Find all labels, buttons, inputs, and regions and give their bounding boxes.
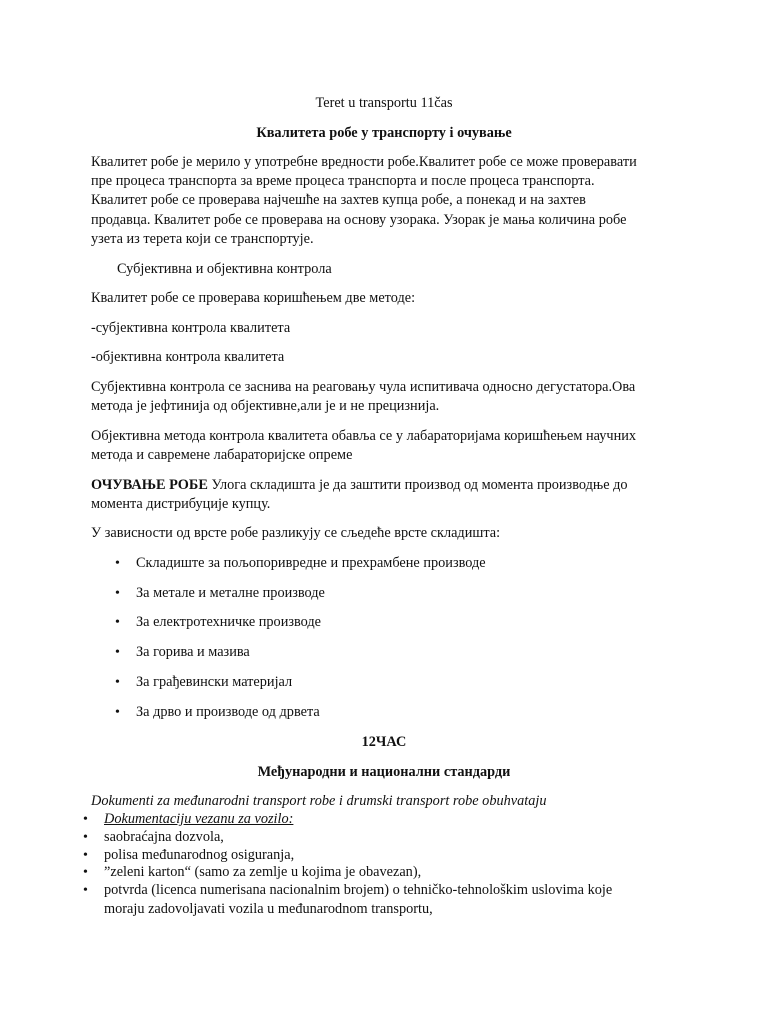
list-item-continuation: moraju zadovoljavati vozila u međunarodnom transportu, — [104, 901, 433, 917]
list-item-text: За метале и металне производе — [136, 585, 325, 601]
text-line: продавца. Квалитет робе се проверава на основу узорака. Узорак је мања количина робе — [91, 212, 627, 228]
documents-intro: Dokumenti za međunarodni transport robe i drumski transport robe obuhvataju — [91, 793, 547, 809]
text-line: метода је јефтинија од објективне,али је и не прецизнија. — [91, 398, 440, 414]
lesson-11-label: Teret u transportu 11čas — [315, 95, 453, 111]
text-line: Квалитет робе се проверава најчешће на захтев купца робе, а понекад и на захтев — [91, 192, 586, 208]
text-line: Субјективна контрола се заснива на реаговању чула испитивача односно дегустатора.Ова — [91, 379, 636, 395]
text-line — [91, 476, 628, 495]
list-item-text: За дрво и производе од дрвета — [136, 704, 320, 720]
list-item-text: saobraćajna dozvola, — [104, 829, 224, 845]
list-item-text: potvrda (licenca numerisana nacionalnim brojem) o tehničko-tehnološkim uslovima koje — [104, 882, 613, 898]
list-item-text: ”zeleni karton“ (samo za zemlje u kojima je obavezan), — [104, 864, 422, 880]
text-line: Објективна метода контрола квалитета обавља се у лабараторијама коришћењем научних — [91, 428, 637, 444]
bullet-icon: • — [115, 705, 120, 720]
bullet-icon: • — [83, 883, 88, 898]
text-line: узета из терета који се транспортује. — [91, 231, 314, 247]
bullet-icon: • — [115, 645, 120, 660]
preservation-heading: ОЧУВАЊЕ РОБЕ — [91, 477, 208, 493]
text-line: Квалитет робе је мерило у употребне вредности робе.Квалитет робе се може проверавати — [91, 154, 637, 170]
bullet-icon: • — [83, 848, 88, 863]
lesson-12-label: 12ЧАС — [361, 734, 407, 750]
bullet-icon: • — [115, 556, 120, 571]
paragraph-warehouse-types: У зависности од врсте робе разликују се сљедеће врсте складишта: — [91, 525, 501, 541]
paragraph-methods: Квалитет робе се проверава коришћењем две методе: — [91, 290, 416, 306]
bullet-icon: • — [83, 812, 88, 827]
list-item-text: Складиште за пољопоривредне и прехрамбене производе — [136, 555, 486, 571]
bullet-icon: • — [115, 615, 120, 630]
list-item-text: За грађевински материјал — [136, 674, 293, 690]
text-line: момента дистрибуције купцу. — [91, 496, 271, 512]
section-title-quality: Квалитета робе у транспорту і очување — [256, 125, 512, 141]
bullet-icon: • — [83, 830, 88, 845]
paragraph-subjective: -субјективна контрола квалитета — [91, 320, 291, 336]
list-item-text: За електротехничке производе — [136, 614, 322, 630]
list-item-text: За горива и мазива — [136, 644, 250, 660]
bullet-icon: • — [115, 675, 120, 690]
text-line: метода и савремене лабараторијске опреме — [91, 447, 353, 463]
list-item-text: Dokumentaciju vezanu za vozilo: — [104, 811, 294, 827]
bullet-icon: • — [115, 586, 120, 601]
bullet-icon: • — [83, 865, 88, 880]
text-line: пре процеса транспорта за време процеса транспорта и после процеса транспорта. — [91, 173, 595, 189]
preservation-text: Улога складишта је да заштити производ од момента производње до — [207, 477, 628, 493]
subheading-control: Субјективна и објективна контрола — [117, 261, 332, 277]
section-title-standards: Међународни и национални стандарди — [257, 764, 511, 780]
paragraph-objective: -објективна контрола квалитета — [91, 349, 285, 365]
list-item-text: polisa međunarodnog osiguranja, — [104, 847, 295, 863]
